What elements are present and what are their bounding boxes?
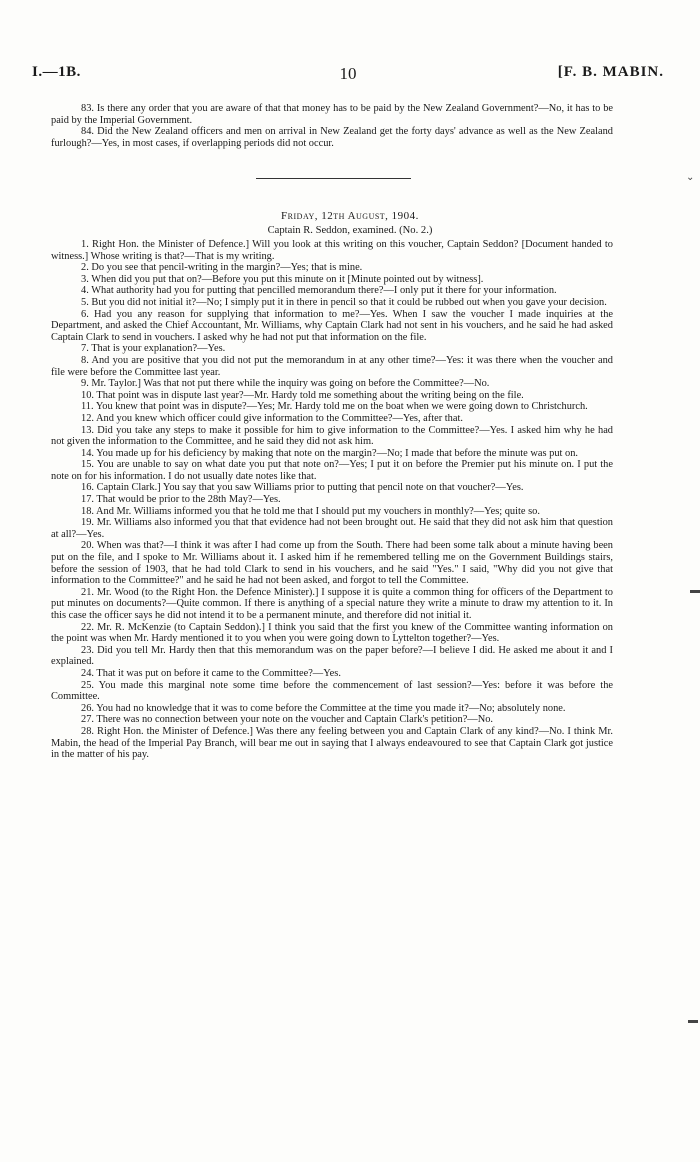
question-15: 15. You are unable to say on what date you put that note on?—Yes; I put it on before the Premier put his minute on. I put the note on for his information. I do not usually date notes like that. bbox=[51, 459, 613, 482]
paragraph-84: 84. Did the New Zealand officers and men on arrival in New Zealand get the forty days' advance as well as the New Zealand furlough?—Yes, in most cases, if overlapping periods did not occur. bbox=[51, 126, 613, 149]
question-12: 12. And you knew which officer could give information to the Committee?—Yes, after that. bbox=[81, 412, 463, 424]
question-17: 17. That would be prior to the 28th May?—Yes. bbox=[81, 494, 281, 506]
question-13: 13. Did you take any steps to make it possible for him to give information to the Committee?—Yes. I asked him why he had not given the information to the Committee, and he said they did not ask him. bbox=[51, 424, 613, 448]
question-19: 19. Mr. Williams also informed you that that evidence had not been brought out. He said that they did not ask him that question at all?—Yes. bbox=[51, 517, 613, 540]
page-header bbox=[32, 64, 664, 84]
question-9: 9. Mr. Taylor.] Was that not put there while the inquiry was going on before the Committee?—No. bbox=[81, 378, 490, 390]
paragraph-83: 83. Is there any order that you are aware of that that money has to be paid by the New Zealand Government?—No, it has to be paid by the Imperial Government. bbox=[51, 103, 613, 126]
witness-running-head: [F. B. MABIN. bbox=[557, 64, 664, 80]
examination-body bbox=[51, 239, 613, 761]
question-1: 1. Right Hon. the Minister of Defence.] Will you look at this writing on this voucher, Captain Seddon? [Document handed to witness.] Whose writing is that?—That is my writing. bbox=[51, 239, 613, 262]
section-divider bbox=[256, 178, 411, 179]
question-16: 16. Captain Clark.] You say that you saw Williams prior to putting that pencil note on that voucher?—Yes. bbox=[81, 482, 524, 494]
question-25: 25. You made this marginal note some time before the commencement of last session?—Yes: before it was before the Committee. bbox=[51, 679, 613, 703]
margin-mark: ▬ bbox=[690, 585, 700, 596]
question-6: 6. Had you any reason for supplying that information to me?—Yes. When I saw the voucher I made inquiries at the Department, and asked the Chief Accountant, Mr. Williams, why Captain Clark had not sent in his vouchers, and he said he had asked Captain Clark to send in vouchers. I asked why he had not put that information on the file. bbox=[51, 308, 613, 343]
date-heading: Friday, 12th August, 1904. bbox=[281, 210, 419, 222]
margin-mark: ▬ bbox=[688, 1015, 698, 1026]
question-8: 8. And you are positive that you did not put the memorandum in at any other time?—Yes: it was there when the voucher and file were before the Committee last year. bbox=[51, 354, 613, 378]
question-20: 20. When was that?—I think it was after I had come up from the South. There had been some talk about a minute having been put on the file, and I spoke to Mr. Williams about it. I asked him if he remembered telling me on the Government Buildings stairs, before the session of 1903, that he had told Clark to send in his vouchers, and he said "Yes." I said, "Why did you not give that information to the Committee?" and he said he had not been asked, and forgot to tell the Committee. bbox=[51, 540, 613, 587]
question-23: 23. Did you tell Mr. Hardy then that this memorandum was on the paper before?—I believe I did. He asked me about it and I explained. bbox=[51, 644, 613, 668]
question-27: 27. There was no connection between your note on the voucher and Captain Clark's petition?—No. bbox=[81, 714, 493, 726]
question-14: 14. You made up for his deficiency by making that note on the margin?—No; I made that before the minute was put on. bbox=[81, 447, 579, 459]
question-26: 26. You had no knowledge that it was to come before the Committee at the time you made it?—No; absolutely none. bbox=[81, 702, 566, 714]
question-7: 7. That is your explanation?—Yes. bbox=[81, 343, 226, 355]
paper-reference: I.—1B. bbox=[32, 64, 81, 80]
question-4: 4. What authority had you for putting that pencilled memorandum there?—I only put it there for your information. bbox=[81, 285, 557, 297]
continued-evidence bbox=[51, 103, 613, 149]
question-11: 11. You knew that point was in dispute?—Yes; Mr. Hardy told me on the boat when we were going down to Christchurch. bbox=[81, 401, 588, 413]
question-3: 3. When did you put that on?—Before you put this minute on it [Minute pointed out by witness]. bbox=[81, 273, 484, 285]
question-22: 22. Mr. R. McKenzie (to Captain Seddon).] I think you said that the first you knew of the Committee wanting information on the point was when Mr. Hardy mentioned it to you when you were going down to Lyttelton together?—Yes. bbox=[51, 621, 613, 645]
question-21: 21. Mr. Wood (to the Right Hon. the Defence Minister).] I suppose it is quite a common thing for officers of the Department to put minutes on documents?—Quite common. If there is anything of a special nature they write a minute to draw my attention to it. In this case the officer says he did not intend it to be a permanent minute, and therefore did not initial it. bbox=[51, 586, 613, 621]
question-24: 24. That it was put on before it came to the Committee?—Yes. bbox=[81, 667, 341, 679]
question-10: 10. That point was in dispute last year?—Mr. Hardy told me something about the writing being on the file. bbox=[81, 389, 524, 401]
question-28: 28. Right Hon. the Minister of Defence.] Was there any feeling between you and Captain Clark of any kind?—No. I think Mr. Mabin, the head of the Imperial Pay Branch, will bear me out in saying that I always endeavoured to see that Captain Clark got justice in the matter of his pay. bbox=[51, 725, 613, 761]
question-2: 2. Do you see that pencil-writing in the margin?—Yes; that is mine. bbox=[81, 262, 363, 274]
page-number: 10 bbox=[339, 64, 357, 83]
witness-heading: Captain R. Seddon, examined. (No. 2.) bbox=[267, 225, 433, 236]
question-5: 5. But you did not initial it?—No; I simply put it in there in pencil so that it could be rubbed out when you gave your decision. bbox=[81, 296, 607, 308]
question-18: 18. And Mr. Williams informed you that he told me that I should put my vouchers in monthly?—Yes; quite so. bbox=[81, 505, 540, 517]
margin-mark: ⌄ bbox=[686, 172, 695, 183]
